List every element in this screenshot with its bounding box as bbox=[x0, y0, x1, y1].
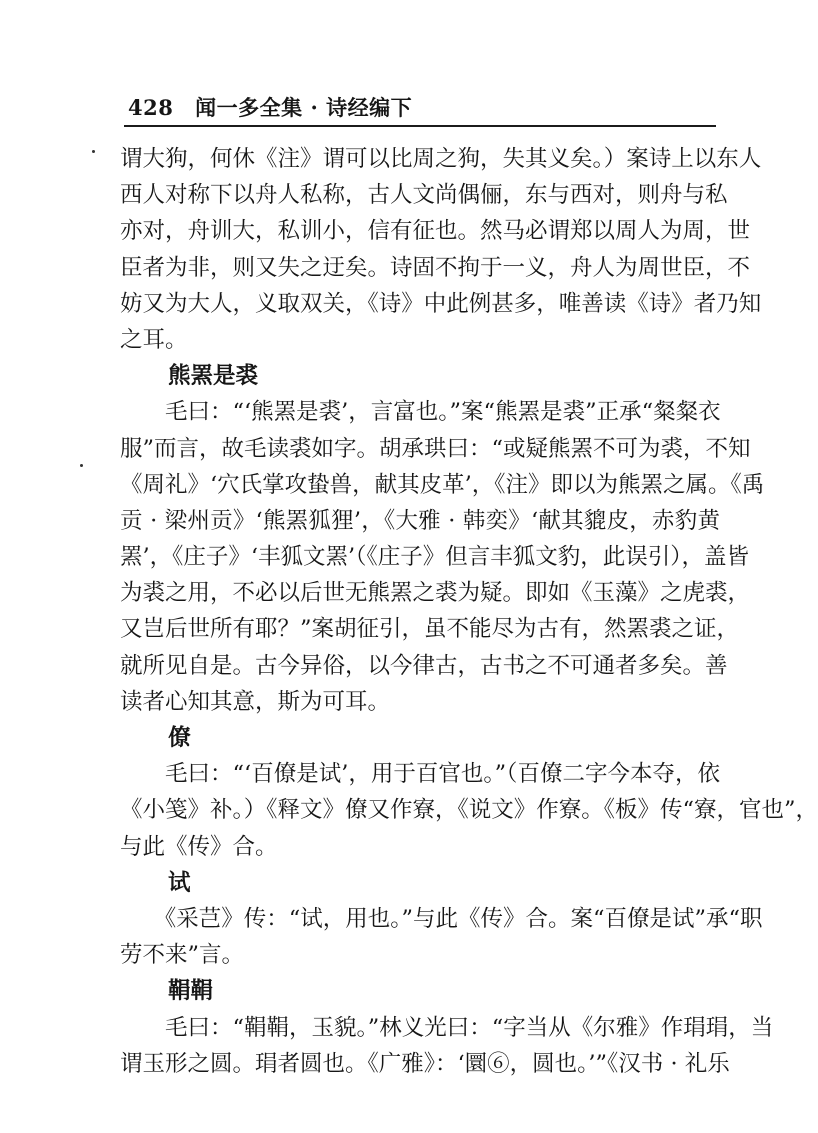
text-line: 毛曰：“‘百僚是试’，用于百官也。”（百僚二字今本夺，依 bbox=[120, 761, 720, 788]
text-line: 亦对，舟训大，私训小，信有征也。然马必谓郑以周人为周，世 bbox=[120, 218, 751, 245]
running-head bbox=[128, 92, 412, 122]
text-line: 谓玉形之圆。琄者圆也。《广雅》：‘圜⑥，圆也。’”《汉书 · 礼乐 bbox=[120, 1050, 730, 1077]
text-line: 毛曰：“‘熊罴是裘’，言富也。”案“熊罴是裘”正承“粲粲衣 bbox=[120, 399, 721, 426]
text-line: 臣者为非，则又失之迂矣。诗固不拘于一义，舟人为周世臣，不 bbox=[120, 254, 751, 281]
page-number: 428 bbox=[128, 95, 174, 120]
text-line: 读者心知其意，斯为可耳。 bbox=[120, 688, 391, 715]
margin-speck bbox=[92, 150, 95, 153]
entry-heading: 鞙鞙 bbox=[168, 978, 214, 1005]
text-line: 西人对称下以舟人私称，古人文尚偶俪，东与西对，则舟与私 bbox=[120, 182, 728, 209]
text-line: 罴’，《庄子》‘丰狐文罴’（《庄子》但言丰狐文豹，此误引），盖皆 bbox=[120, 544, 749, 571]
text-line: 就所见自是。古今异俗，以今律古，古书之不可通者多矣。善 bbox=[120, 652, 728, 679]
text-line: 《小笺》补。）《释文》僚又作寮，《说文》作寮。《板》传“寮，官也”， bbox=[120, 797, 818, 824]
text-line: 《周礼》‘穴氏掌攻蛰兽，献其皮革’，《注》即以为熊罴之属。《禹 bbox=[120, 471, 765, 498]
book-title: 闻一多全集 · 诗经编下 bbox=[195, 95, 413, 120]
entry-heading: 僚 bbox=[168, 725, 191, 751]
text-line: 与此《传》合。 bbox=[120, 833, 278, 860]
text-line: 为裘之用，不必以后世无熊罴之裘为疑。即如《玉藻》之虎裘， bbox=[120, 580, 751, 607]
text-line: 劳不来”言。 bbox=[120, 942, 245, 969]
text-line: 谓大狗，何休《注》谓可以比周之狗，失其义矣。）案诗上以东人 bbox=[120, 146, 762, 172]
entry-heading: 熊罴是裘 bbox=[168, 363, 259, 390]
body-text bbox=[120, 141, 818, 1082]
margin-speck bbox=[80, 464, 83, 467]
text-line: 贡 · 梁州贡》‘熊罴狐狸’，《大雅 · 韩奕》‘献其貔皮，赤豹黄 bbox=[120, 507, 720, 534]
text-line: 又岂后世所有耶？”案胡征引，虽不能尽为古有，然罴裘之证， bbox=[120, 616, 740, 643]
text-line: 之耳。 bbox=[120, 326, 188, 353]
entry-heading: 试 bbox=[168, 869, 191, 896]
header-rule bbox=[124, 125, 716, 127]
text-line: 《采芑》传：“试，用也。”与此《传》合。案“百僚是试”承“职 bbox=[120, 905, 763, 932]
text-line: 服”而言，故毛读裘如字。胡承珙曰：“或疑熊罴不可为裘，不知 bbox=[120, 435, 751, 462]
text-line: 毛曰：“鞙鞙，玉貌。”林义光曰：“字当从《尔雅》作琄琄，当 bbox=[120, 1014, 774, 1041]
text-line: 妨又为大人，义取双关，《诗》中此例甚多，唯善读《诗》者乃知 bbox=[120, 290, 762, 317]
